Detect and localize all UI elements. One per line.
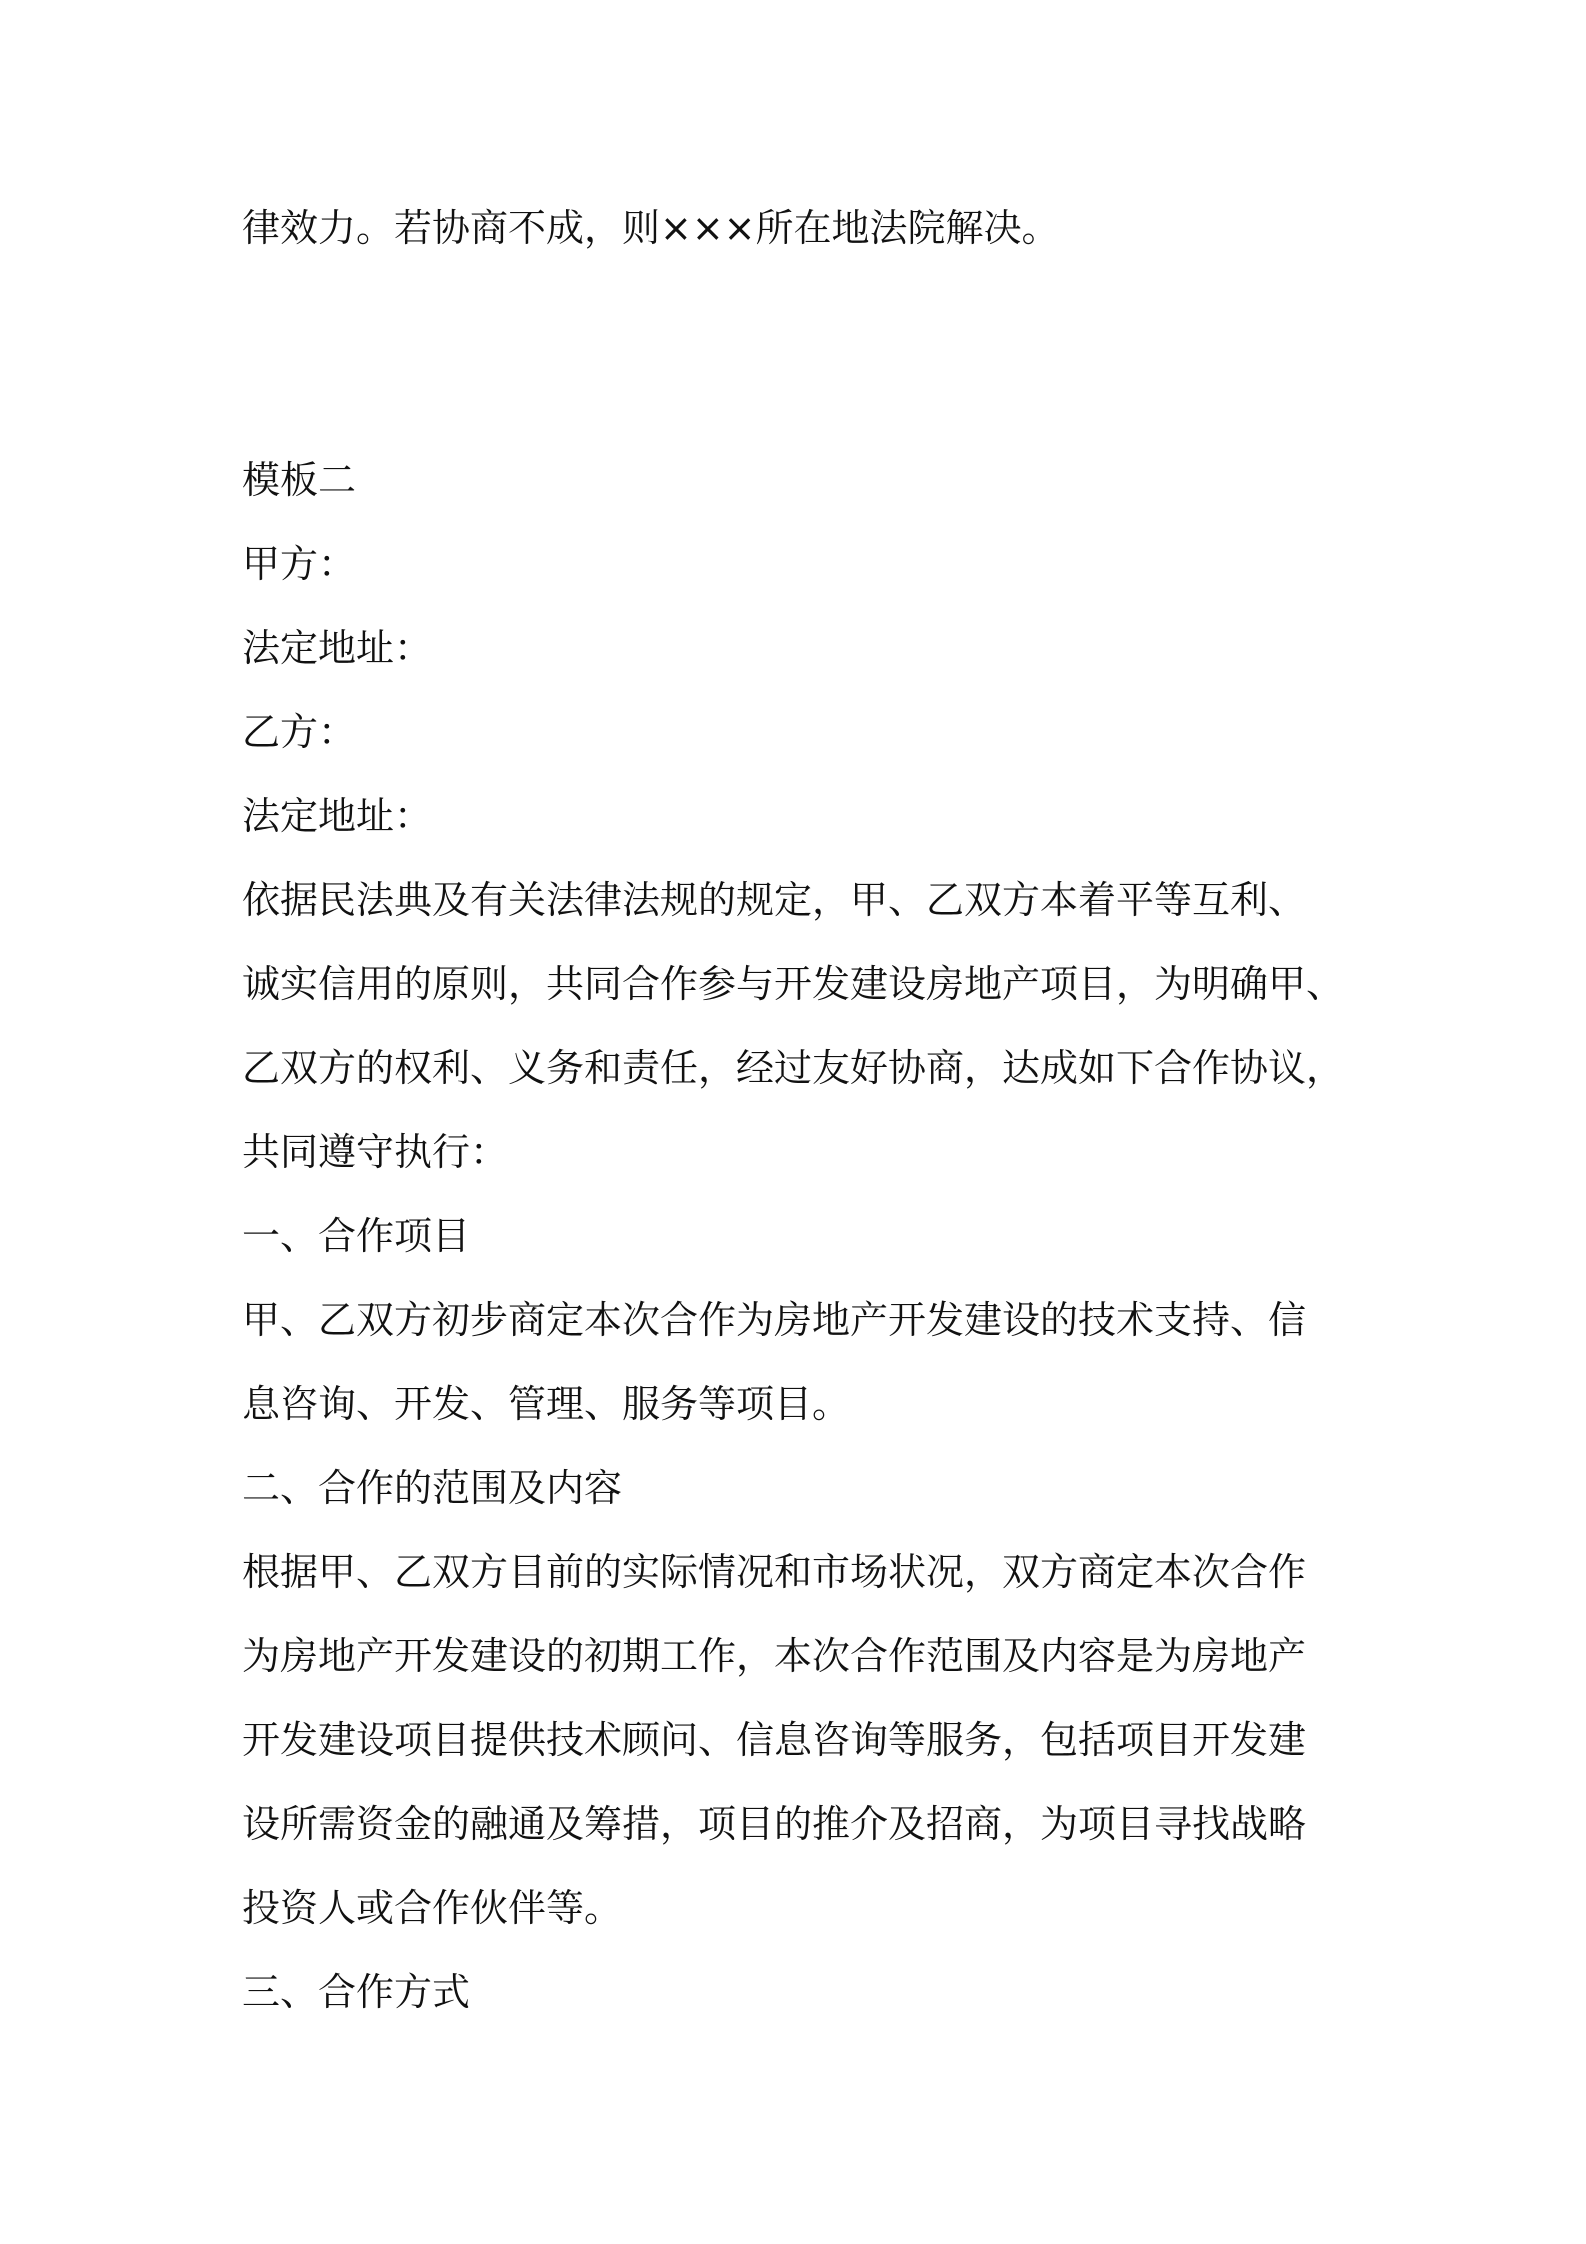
paragraph-line: 投资人或合作伙伴等。	[242, 1886, 623, 1930]
paragraph-line: 息咨询、开发、管理、服务等项目。	[242, 1382, 851, 1426]
paragraph-line: 设所需资金的融通及筹措，项目的推介及招商，为项目寻找战略	[242, 1802, 1307, 1846]
paragraph-line: 甲、乙双方初步商定本次合作为房地产开发建设的技术支持、信	[242, 1298, 1307, 1342]
section-heading: 三、合作方式	[242, 1970, 471, 2014]
preamble-line: 诚实信用的原则，共同合作参与开发建设房地产项目，为明确甲、	[242, 962, 1345, 1006]
paragraph-line: 根据甲、乙双方目前的实际情况和市场状况，双方商定本次合作	[242, 1550, 1307, 1594]
paragraph-line: 为房地产开发建设的初期工作，本次合作范围及内容是为房地产	[242, 1634, 1307, 1678]
party-a-label: 甲方：	[242, 542, 357, 586]
party-b-address-label: 法定地址：	[242, 794, 433, 838]
continued-text-line: 律效力。若协商不成，则×××所在地法院解决。	[242, 206, 1060, 250]
party-b-label: 乙方：	[242, 710, 357, 754]
preamble-line: 共同遵守执行：	[242, 1130, 509, 1174]
party-a-address-label: 法定地址：	[242, 626, 433, 670]
preamble-line: 依据民法典及有关法律法规的规定，甲、乙双方本着平等互利、	[242, 878, 1307, 922]
preamble-line: 乙双方的权利、义务和责任，经过友好协商，达成如下合作协议，	[242, 1046, 1345, 1090]
paragraph-line: 开发建设项目提供技术顾问、信息咨询等服务，包括项目开发建	[242, 1718, 1307, 1762]
template-title: 模板二	[242, 458, 357, 502]
section-heading: 一、合作项目	[242, 1214, 471, 1258]
section-heading: 二、合作的范围及内容	[242, 1466, 623, 1510]
